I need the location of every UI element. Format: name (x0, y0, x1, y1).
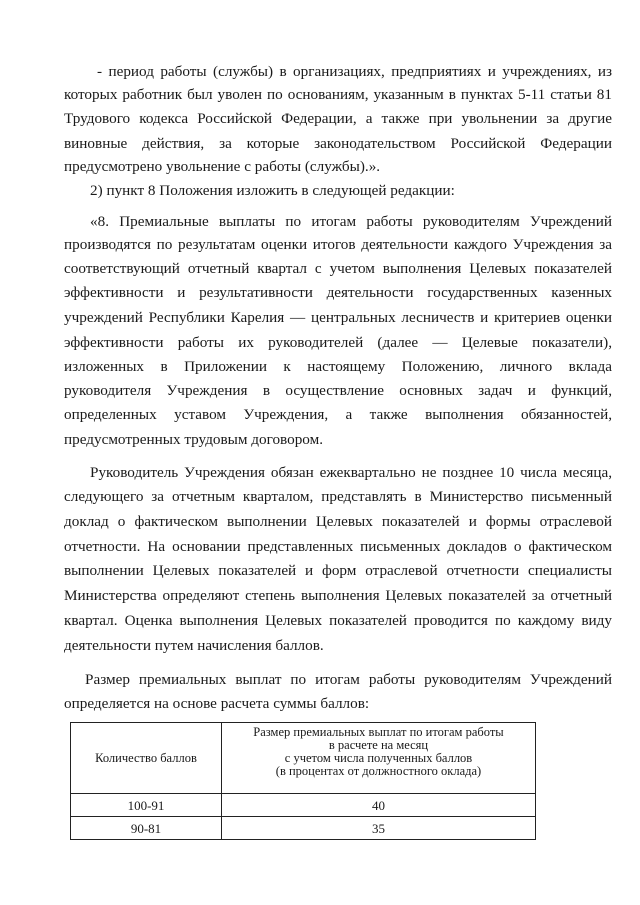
header-bonus-size (222, 723, 536, 794)
text-line: соответствующий отчетный квартал с учетом выполнения Целевых показателей (64, 260, 612, 277)
text-line: «8. Премиальные выплаты по итогам работы руководителям Учреждений (90, 213, 612, 230)
score-cell: 100-91 (71, 794, 222, 817)
table-header-row (71, 723, 536, 794)
text-line: следующего за отчетным кварталом, представлять в Министерство письменный (64, 488, 612, 505)
table-row (71, 817, 536, 840)
text-line: которых работник был уволен по основаниям, указанным в пунктах 5-11 статьи 81 (64, 86, 612, 103)
text-line: отчетности. На основании представленных письменных докладов о фактическом (64, 538, 612, 555)
text-line: - период работы (службы) в организациях, предприятиях и учреждениях, из (97, 63, 612, 80)
text-line: определяется на основе расчета суммы баллов: (64, 695, 370, 712)
text-line: доклад о фактическом выполнении Целевых показателей и формы отраслевой (64, 513, 612, 530)
header-line: Размер премиальных выплат по итогам работы (253, 725, 504, 739)
text-line: Размер премиальных выплат по итогам работы руководителям Учреждений (85, 671, 612, 688)
text-line: Руководитель Учреждения обязан ежеквартально не позднее 10 числа месяца, (90, 464, 612, 481)
text-line: деятельности путем начисления баллов. (64, 637, 324, 654)
text-line: квартал. Оценка выполнения Целевых показателей проводится по каждому виду (64, 612, 612, 629)
score-cell: 90-81 (71, 817, 222, 840)
header-line: (в процентах от должностного оклада) (275, 764, 482, 778)
text-line: Трудового кодекса Российской Федерации, а также при увольнении за другие (64, 110, 612, 127)
percent-cell: 35 (222, 817, 536, 840)
percent-cell: 40 (222, 794, 536, 817)
text-line: эффективности работы их руководителей (далее — Целевые показатели), (64, 334, 612, 351)
text-line: производятся по результатам оценки итогов деятельности каждого Учреждения за (64, 236, 612, 253)
text-line: предусмотрено увольнение с работы (службы).». (64, 158, 381, 175)
header-line: в расчете на месяц (328, 738, 429, 752)
text-line: руководителя Учреждения в осуществление основных задач и функций, (64, 382, 612, 399)
header-score-count: Количество баллов (71, 723, 222, 794)
text-line: изложенных в Приложении к настоящему Положению, личного вклада (64, 358, 612, 375)
text-line: эффективности и результативности деятельности государственных казенных (64, 284, 612, 301)
text-line: учреждений Республики Карелия — центральных лесничеств и критериев оценки (64, 309, 612, 326)
text-line: 2) пункт 8 Положения изложить в следующей редакции: (90, 182, 455, 199)
text-line: определенных уставом Учреждения, а также выполнения обязанностей, (64, 406, 612, 423)
text-line: Министерства определяют степень выполнения Целевых показателей за отчетный (64, 587, 612, 604)
text-line: предусмотренных трудовым договором. (64, 431, 324, 448)
bonus-score-table (70, 722, 536, 840)
header-line: с учетом числа полученных баллов (284, 751, 473, 765)
table-row (71, 794, 536, 817)
text-line: выполнении Целевых показателей и форм отраслевой отчетности специалисты (64, 562, 612, 579)
text-line: виновные действия, за которые законодательством Российской Федерации (64, 135, 612, 152)
